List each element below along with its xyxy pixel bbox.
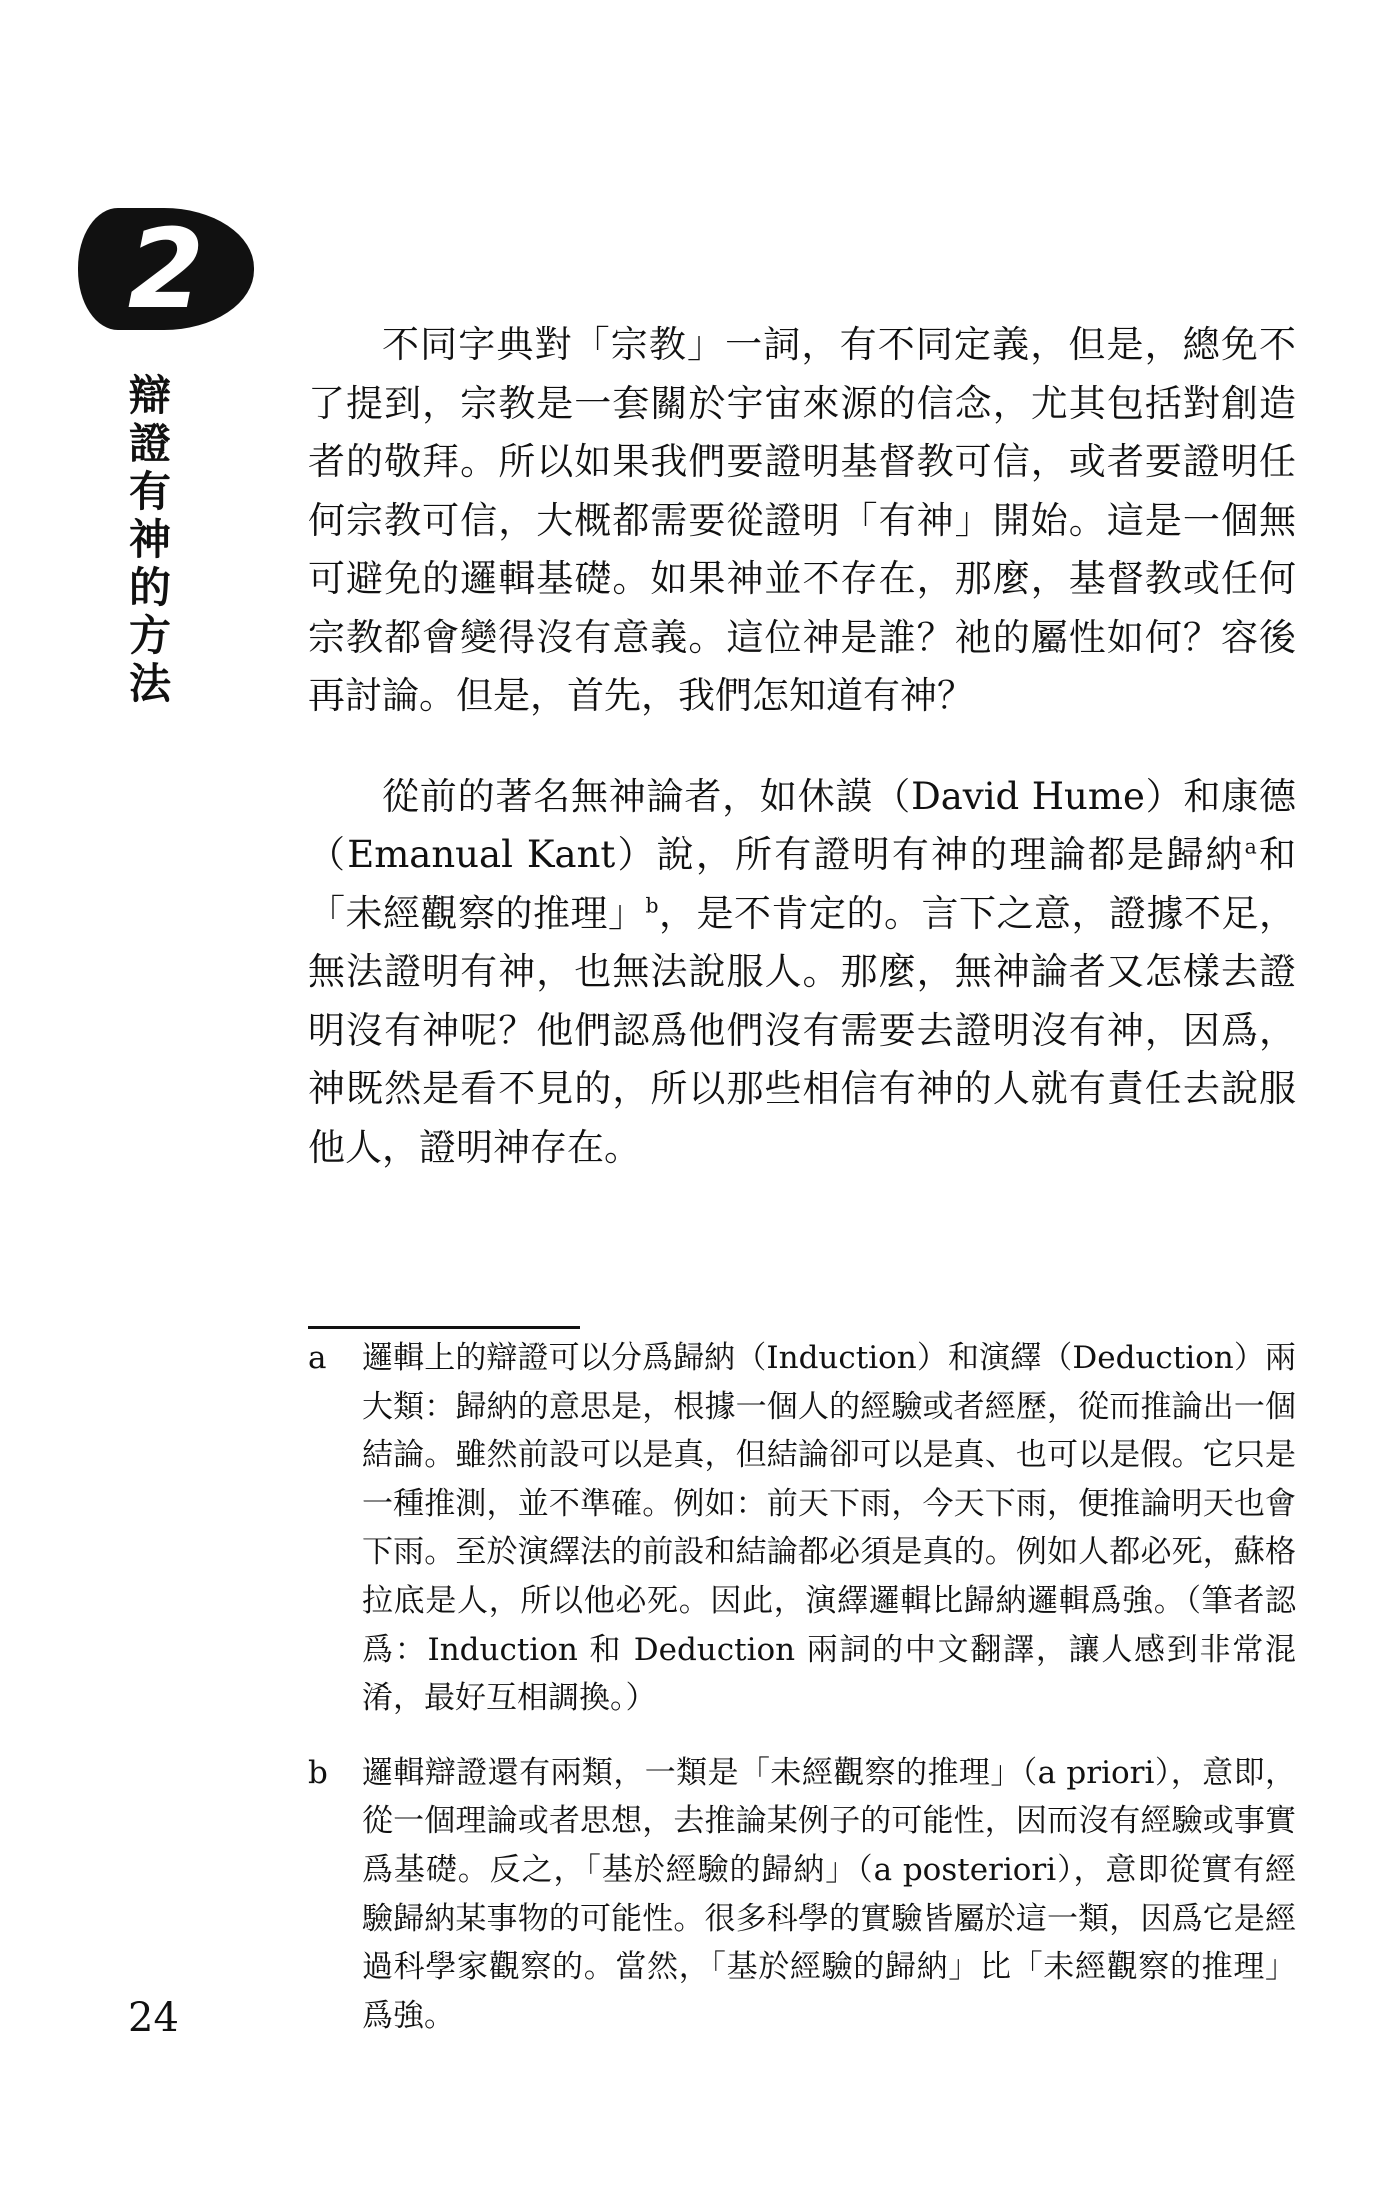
page-number: 24 xyxy=(128,1995,179,2041)
footnote-marker: b xyxy=(308,1754,328,1791)
paragraph-2-part-2: 和「未經觀察的推理」 xyxy=(308,833,1296,935)
body-paragraph-1: 不同字典對「宗教」一詞，有不同定義，但是，總免不了提到，宗教是一套關於宇宙來源的信念，尤其包括對創造者的敬拜。所以如果我們要證明基督教可信，或者要證明任何宗教可信，大概都需要從證明「有神」開始。這是一個無可避免的邏輯基礎。如果神並不存在，那麼，基督教或任何宗教都會變得沒有意義。這位神是誰？祂的屬性如何？容後再討論。但是，首先，我們怎知道有神？ xyxy=(308,323,1296,717)
footnote-marker: a xyxy=(308,1340,327,1376)
chapter-title-vertical: 辯證有神的方法 xyxy=(128,371,171,708)
chapter-number-badge xyxy=(78,205,254,333)
footnotes xyxy=(308,1334,1296,2040)
paragraph-2-part-3: ，是不肯定的。言下之意，證據不足，無法證明有神，也無法說服人。那麼，無神論者又怎樣去證明沒有神呢？他們認爲他們沒有需要去證明沒有神，因爲，神既然是看不見的，所以那些相信有神的人就有責任去說服他人，證明神存在。 xyxy=(308,891,1297,1169)
footnote-text: 邏輯辯證還有兩類，一類是「未經觀察的推理」（a priori），意即，從一個理論或者思想，去推論某例子的可能性，因而沒有經驗或事實爲基礎。反之，「基於經驗的歸納」（a posteriori），意即從實有經驗歸納某事物的可能性。很多科學的實驗皆屬於這一類，因爲它是經過科學家觀察的。當然，「基於經驗的歸納」比「未經觀察的推理」爲強。 xyxy=(362,1754,1296,2034)
footnote-ref-a: a xyxy=(1244,834,1257,859)
main-text xyxy=(308,316,1296,1177)
footnote-divider xyxy=(308,1326,580,1329)
body-paragraph-2 xyxy=(308,768,1296,1178)
paragraph-2-part-1: 從前的著名無神論者，如休謨（David Hume）和康德（Emanual Kant）說，所有證明有神的理論都是歸納 xyxy=(308,774,1296,876)
chapter-number: 2 xyxy=(127,205,205,333)
footnote-a xyxy=(308,1334,1296,1723)
footnote-text: 邏輯上的辯證可以分爲歸納（Induction）和演繹（Deduction）兩大類：歸納的意思是，根據一個人的經驗或者經歷，從而推論出一個結論。雖然前設可以是真，但結論卻可以是真、也可以是假。它只是一種推測，並不準確。例如：前天下雨，今天下雨，便推論明天也會下雨。至於演繹法的前設和結論都必須是真的。例如人都必死，蘇格拉底是人，所以他必死。因此，演繹邏輯比歸納邏輯爲強。（筆者認爲：Induction 和 Deduction 兩詞的中文翻譯，讓人感到非常混淆，最好互相調換。） xyxy=(362,1340,1296,1717)
footnote-b xyxy=(308,1749,1296,2041)
footnote-ref-b: b xyxy=(645,893,659,918)
